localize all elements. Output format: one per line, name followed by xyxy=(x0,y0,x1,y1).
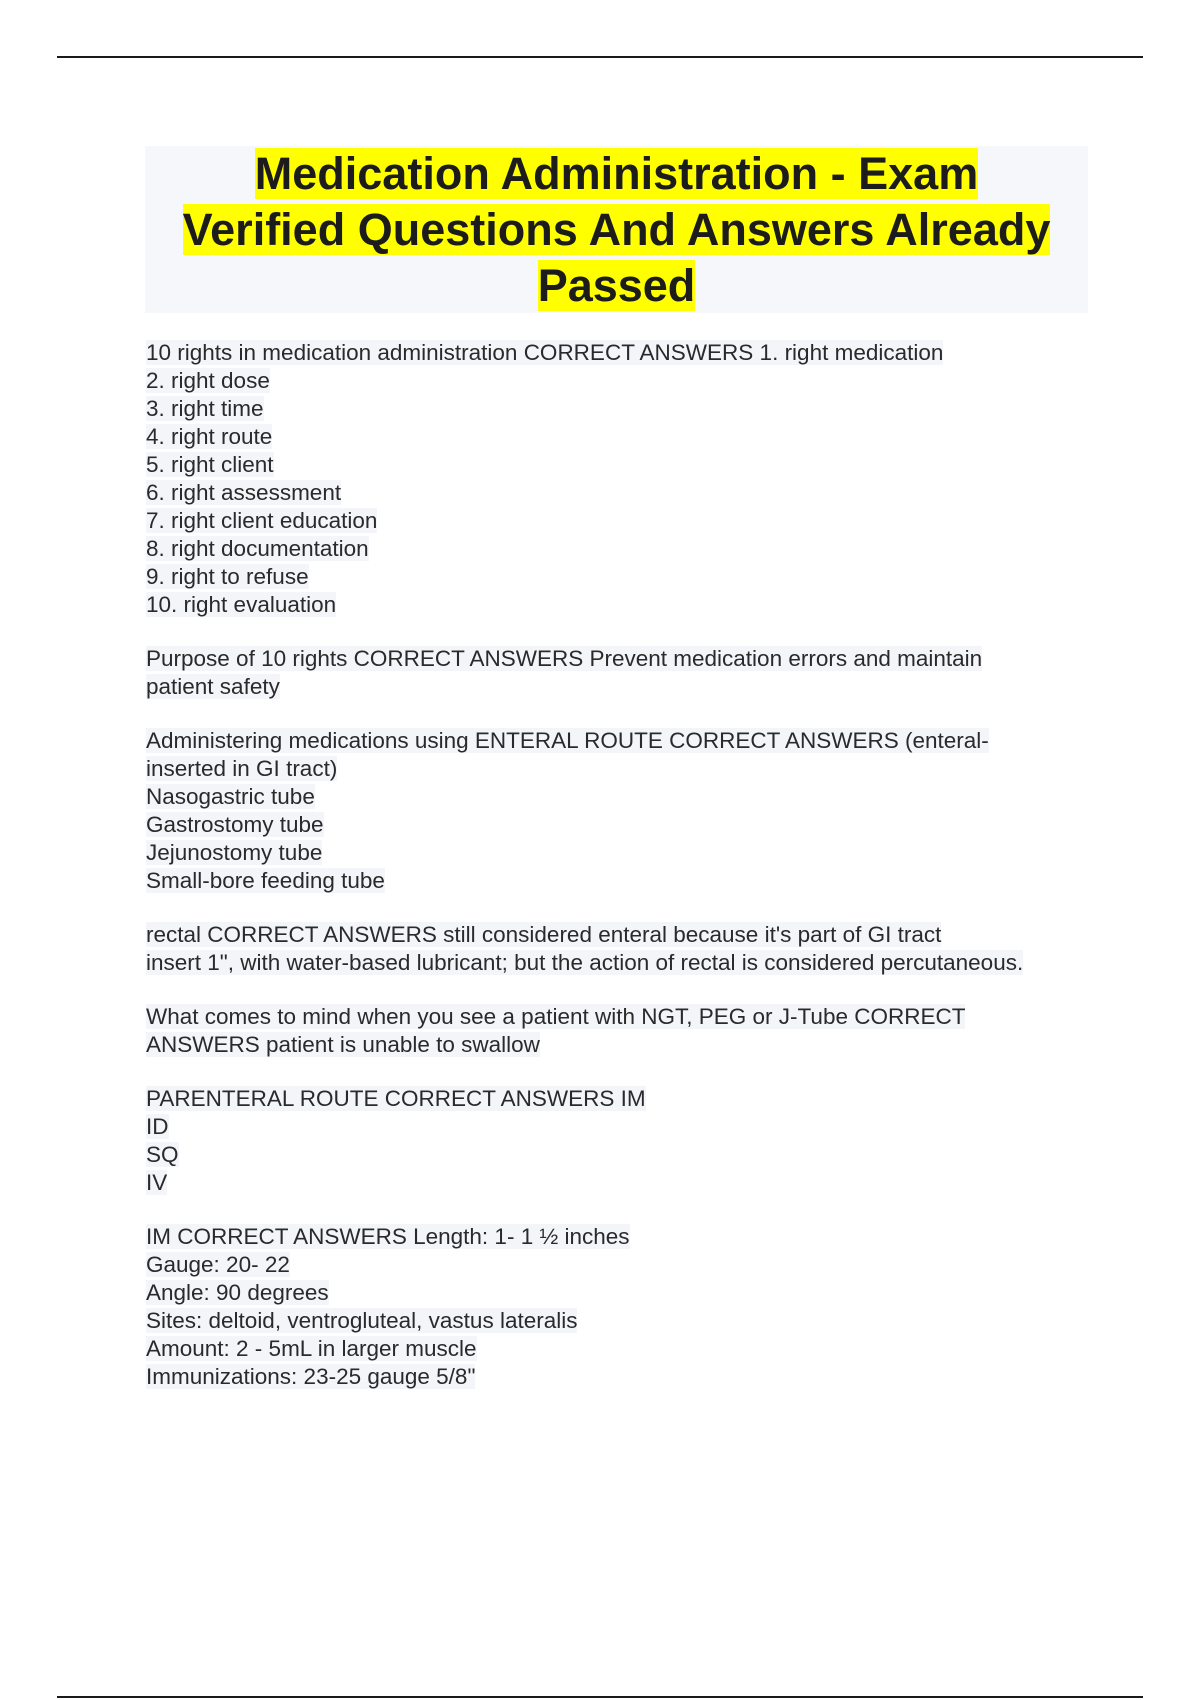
qa-line: rectal CORRECT ANSWERS still considered enteral because it's part of GI tract xyxy=(146,922,942,947)
top-rule xyxy=(57,56,1143,58)
title-block xyxy=(145,146,1088,313)
qa-line: What comes to mind when you see a patient with NGT, PEG or J-Tube CORRECT xyxy=(146,1004,966,1029)
qa-line: Gastrostomy tube xyxy=(146,812,324,837)
qa-line: Sites: deltoid, ventrogluteal, vastus lateralis xyxy=(146,1308,578,1333)
qa-line: IV xyxy=(146,1170,168,1195)
qa-item-im xyxy=(146,1223,1106,1391)
qa-line: inserted in GI tract) xyxy=(146,756,338,781)
qa-line: ID xyxy=(146,1114,169,1139)
qa-item-enteral-route xyxy=(146,727,1106,895)
qa-item-purpose xyxy=(146,645,1106,701)
qa-line: patient safety xyxy=(146,674,280,699)
qa-line: 8. right documentation xyxy=(146,536,369,561)
qa-item-parenteral-route xyxy=(146,1085,1106,1197)
qa-line: Gauge: 20- 22 xyxy=(146,1252,290,1277)
qa-list xyxy=(146,339,1106,1417)
title-line: Verified Questions And Answers Already xyxy=(182,204,1051,255)
qa-line: Small-bore feeding tube xyxy=(146,868,385,893)
qa-item-rectal xyxy=(146,921,1106,977)
document-title xyxy=(145,146,1088,314)
qa-line: SQ xyxy=(146,1142,179,1167)
qa-line: 7. right client education xyxy=(146,508,378,533)
qa-line: 3. right time xyxy=(146,396,264,421)
qa-line: Administering medications using ENTERAL ROUTE CORRECT ANSWERS (enteral- xyxy=(146,728,989,753)
qa-line: 6. right assessment xyxy=(146,480,342,505)
qa-line: Immunizations: 23-25 gauge 5/8" xyxy=(146,1364,476,1389)
qa-line: insert 1", with water-based lubricant; but the action of rectal is considered percutaneous. xyxy=(146,950,1024,975)
qa-line: 10 rights in medication administration CORRECT ANSWERS 1. right medication xyxy=(146,340,944,365)
qa-line: PARENTERAL ROUTE CORRECT ANSWERS IM xyxy=(146,1086,646,1111)
qa-line: 2. right dose xyxy=(146,368,270,393)
title-line: Medication Administration - Exam xyxy=(254,148,979,199)
qa-line: 9. right to refuse xyxy=(146,564,309,589)
qa-line: IM CORRECT ANSWERS Length: 1- 1 ½ inches xyxy=(146,1224,630,1249)
qa-item-ten-rights xyxy=(146,339,1106,619)
qa-line: Purpose of 10 rights CORRECT ANSWERS Prevent medication errors and maintain xyxy=(146,646,983,671)
qa-line: 10. right evaluation xyxy=(146,592,337,617)
title-line: Passed xyxy=(537,260,696,311)
qa-line: Nasogastric tube xyxy=(146,784,315,809)
bottom-rule xyxy=(57,1696,1143,1698)
qa-line: Amount: 2 - 5mL in larger muscle xyxy=(146,1336,477,1361)
qa-item-ngt-peg xyxy=(146,1003,1106,1059)
qa-line: ANSWERS patient is unable to swallow xyxy=(146,1032,540,1057)
qa-line: 4. right route xyxy=(146,424,273,449)
qa-line: 5. right client xyxy=(146,452,274,477)
qa-line: Jejunostomy tube xyxy=(146,840,323,865)
qa-line: Angle: 90 degrees xyxy=(146,1280,329,1305)
